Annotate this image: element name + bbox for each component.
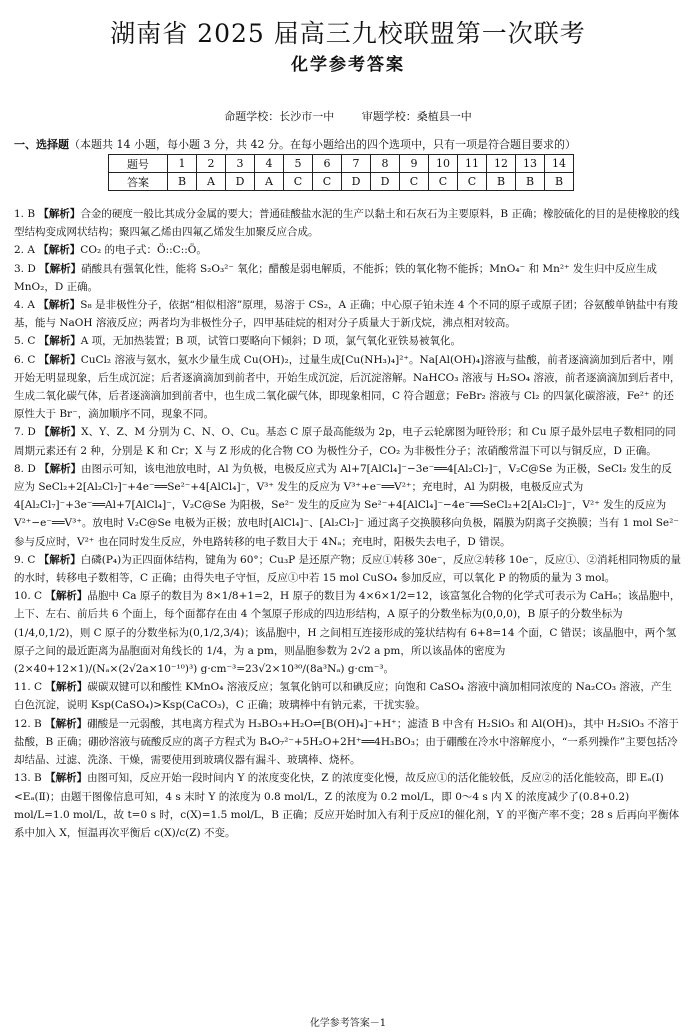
question-answer-id: 2. A <box>14 244 35 257</box>
reviewing-school: 审题学校：桑植县一中 <box>361 110 472 123</box>
answer-cell: C <box>458 173 487 191</box>
analysis-tag: 【解析】 <box>39 462 82 475</box>
answer-cell: D <box>371 173 400 191</box>
question-answer-id: 11. C <box>14 681 43 694</box>
question-number-cell: 5 <box>284 155 313 173</box>
explanation-text: CO₂ 的电子式：Ö::C::Ö。 <box>80 244 207 257</box>
explanation-text: 碳碳双键可以和酸性 KMnO₄ 溶液反应；氢氧化钠可以和碘反应；向饱和 CaSO₄ 溶液中滴加相同浓度的 Na₂CO₃ 溶液，产生白色沉淀，说明 Ksp(CaSO₄)>Ksp(CaCO₃)，C 正确；玻璃棒中有钠元素，干扰实验。 <box>14 681 672 712</box>
question-number-cell: 8 <box>371 155 400 173</box>
answer-table <box>108 154 574 191</box>
answer-cell: D <box>342 173 371 191</box>
question-number-cell: 4 <box>255 155 284 173</box>
answer-cell: C <box>429 173 458 191</box>
question-answer-id: 8. D <box>14 462 36 475</box>
question-answer-id: 10. C <box>14 590 43 603</box>
section-heading <box>14 136 682 152</box>
question-number-cell: 10 <box>429 155 458 173</box>
explanation-item <box>14 332 682 350</box>
question-answer-id: 4. A <box>14 299 35 312</box>
explanation-item <box>14 260 682 296</box>
question-number-cell: 2 <box>197 155 226 173</box>
explanation-text: A 项，无加热装置；B 项，试管口要略向下倾斜；D 项，氯气氧化亚铁易被氧化。 <box>80 335 461 348</box>
question-number-cell: 13 <box>516 155 545 173</box>
row-header: 题号 <box>109 155 168 173</box>
answer-cell: A <box>197 173 226 191</box>
question-answer-id: 6. C <box>14 353 36 366</box>
analysis-tag: 【解析】 <box>38 353 81 366</box>
explanation-item <box>14 551 682 587</box>
explanation-text: 硼酸是一元弱酸，其电离方程式为 H₃BO₃+H₂O⇌[B(OH)₄]⁻+H⁺；滤渣 B 中含有 H₂SiO₃ 和 Al(OH)₃，其中 H₂SiO₃ 不溶于盐酸，B 正确；硼砂溶液与硫酸反应的离子方程式为 B₄O₇²⁻+5H₂O+2H⁺══4H₃BO₃；由于硼酸在冷水中溶解度小，“一系列操作”主要包括冷却结晶、过滤、洗涤、干燥，需要使用到玻璃仪器有漏斗、玻璃棒、烧杯。 <box>14 717 679 767</box>
explanation-item <box>14 205 682 241</box>
explanation-item <box>14 460 682 551</box>
page-subtitle: 化学参考答案 <box>291 55 405 75</box>
explanation-item <box>14 769 682 842</box>
school-credits <box>0 108 696 124</box>
question-number-cell: 12 <box>487 155 516 173</box>
answer-cell: B <box>545 173 574 191</box>
explanation-text: 晶胞中 Ca 原子的数目为 8×1/8+1=2，H 原子的数目为 4×6×1/2=12，该富氢化合物的化学式可表示为 CaH₆；该晶胞中，上下、左右、前后共 6 个面上，每个面都存在由 4 个氢原子形成的四边形结构，A 原子的分数坐标为(0,0,0)，B 原子的分数坐标为(1/4,0,1/2)，则 C 原子的分数坐标为(0,1/2,3/4)；该晶胞中，H 之间相互连接形成的笼状结构有 6+8=14 个面，C 错误；该晶胞中，两个氢原子之间的最近距离为晶胞面对角线长的 1/4，为 a pm，则晶胞参数为 2√2 a pm，所以该晶体的密度为 (2×40+12×1)/(Nₐ×(2√2a×10⁻¹⁰)³) g·cm⁻³=23√2×10³⁰/(8a³Nₐ) g·cm⁻³。 <box>14 590 681 676</box>
answer-cell: D <box>226 173 255 191</box>
section-label: 一、选择题 <box>14 138 69 151</box>
page-title: 湖南省 2025 届高三九校联盟第一次联考 <box>110 19 586 48</box>
answer-row <box>109 173 574 191</box>
question-number-cell: 6 <box>313 155 342 173</box>
analysis-tag: 【解析】 <box>38 553 81 566</box>
analysis-tag: 【解析】 <box>45 772 88 785</box>
question-number-cell: 9 <box>400 155 429 173</box>
explanation-text: S₈ 是非极性分子，依据“相似相溶”原理，易溶于 CS₂，A 正确；中心原子铂未连 4 个不同的原子或原子团；谷氨酸单钠盐中有羧基，能与 NaOH 溶液反应；两者均为非极性分子，四甲基硅烷的相对分子质量大于新戊烷，沸点相对较高。 <box>14 299 678 330</box>
proposing-school: 命题学校：长沙市一中 <box>224 110 335 123</box>
analysis-tag: 【解析】 <box>39 426 82 439</box>
question-answer-id: 5. C <box>14 335 36 348</box>
question-number-cell: 14 <box>545 155 574 173</box>
explanation-text: 白磷(P₄)为正四面体结构，键角为 60°；Cu₃P 是还原产物；反应①转移 30e⁻，反应②转移 10e⁻，反应①、②消耗相同物质的量的水时，转移电子数相等，C 正确；由得失电子守恒，反应①中若 15 mol CuSO₄ 参加反应，可以氧化 P 的物质的量为 3 mol。 <box>14 553 681 585</box>
analysis-tag: 【解析】 <box>39 262 82 275</box>
explanation-text: 合金的硬度一般比其成分金属的要大；普通硅酸盐水泥的生产以黏土和石灰石为主要原料，B 正确；橡胶硫化的目的是使橡胶的线型结构变成网状结构；聚四氟乙烯由四氟乙烯发生加聚反应合成。 <box>14 208 680 239</box>
analysis-tag: 【解析】 <box>45 681 88 694</box>
analysis-tag: 【解析】 <box>38 208 81 220</box>
question-number-cell: 7 <box>342 155 371 173</box>
question-answer-id: 7. D <box>14 426 36 439</box>
question-answer-id: 1. B <box>14 208 36 220</box>
analysis-tag: 【解析】 <box>38 299 81 312</box>
explanation-text: 由图可知，反应开始一段时间内 Y 的浓度变化快，Z 的浓度变化慢，故反应①的活化能较低，反应②的活化能较高，即 Eₐ(Ⅰ)<Eₐ(Ⅱ)；由题干图像信息可知，4 s 末时 Y 的浓度为 0.8 mol/L，Z 的浓度为 0.2 mol/L，即 0～4 s 内 X 的浓度减少了(0.8+0.2) mol/L=1.0 mol/L，故 t=0 s 时，c(X)=1.5 mol/L，B 正确；反应开始时加入有利于反应Ⅰ的催化剂，Y 的平衡产率不变；28 s 后再向平衡体系中加入 X，恒温再次平衡后 c(X)/c(Z) 不变。 <box>14 772 680 839</box>
section-desc: （本题共 14 小题，每小题 3 分，共 42 分。在每小题给出的四个选项中，只有一项是符合题目要求的） <box>69 138 576 151</box>
answer-cell: C <box>284 173 313 191</box>
explanation-text: CuCl₂ 溶液与氨水，氨水少量生成 Cu(OH)₂，过量生成[Cu(NH₃)₄]²⁺。Na[Al(OH)₄]溶液与盐酸，前者逐滴滴加到后者中，刚开始无明显现象，后生成沉淀；后者逐滴滴加到前者中，开始生成沉淀，后沉淀溶解。NaHCO₃ 溶液与 H₂SO₄ 溶液，前者逐滴滴加到后者中，生成二氧化碳气体，后者逐滴滴加到前者中，也生成二氧化碳气体，即现象相同，C 符合题意；FeBr₂ 溶液与 Cl₂ 的四氯化碳溶液，Fe²⁺ 的还原性大于 Br⁻，滴加顺序不同，现象不同。 <box>14 353 681 421</box>
answer-cell: B <box>516 173 545 191</box>
answer-cell: C <box>313 173 342 191</box>
answer-cell: B <box>168 173 197 191</box>
row-header: 答案 <box>109 173 168 191</box>
explanation-item <box>14 423 682 459</box>
answer-cell: C <box>400 173 429 191</box>
explanation-text: X、Y、Z、M 分别为 C、N、O、Cu。基态 C 原子最高能级为 2p，电子云轮廓图为哑铃形；和 Cu 原子最外层电子数相同的同周期元素还有 2 种，分别是 K 和 Cr；X 与 Z 形成的化合物 CO 为极性分子，CO₂ 为非极性分子；浓硝酸常温下可以与铜反应，D 正确。 <box>14 426 676 457</box>
explanation-item <box>14 678 682 714</box>
answer-cell: A <box>255 173 284 191</box>
explanation-text: 硝酸具有强氧化性，能将 S₂O₃²⁻ 氧化；醋酸是弱电解质，不能拆；铁的氧化物不能拆；MnO₄⁻ 和 Mn²⁺ 发生归中反应生成 MnO₂，D 正确。 <box>14 262 657 293</box>
question-number-cell: 3 <box>226 155 255 173</box>
explanation-item <box>14 351 682 424</box>
question-number-row <box>109 155 574 173</box>
analysis-tag: 【解析】 <box>45 717 88 730</box>
page-footer: 化学参考答案－1 <box>309 1018 387 1029</box>
explanations <box>14 205 682 842</box>
question-answer-id: 3. D <box>14 262 36 275</box>
analysis-tag: 【解析】 <box>45 590 88 603</box>
explanation-item <box>14 241 682 259</box>
explanation-item <box>14 715 682 770</box>
question-number-cell: 1 <box>168 155 197 173</box>
explanation-text: 由图示可知，该电池放电时，Al 为负极，电极反应式为 Al+7[AlCl₄]⁻−3e⁻══4[Al₂Cl₇]⁻，V₂C@Se 为正极，SeCl₂ 发生的反应为 SeCl₂+2[Al₂Cl₇]⁻+4e⁻══Se²⁻+4[AlCl₄]⁻，V³⁺ 发生的反应为 V³⁺+e⁻══V²⁺；充电时，Al 为阴极，电极反应式为 4[Al₂Cl₇]⁻+3e⁻══Al+7[AlCl₄]⁻，V₂C@Se 为阳极，Se²⁻ 发生的反应为 Se²⁻+4[AlCl₄]⁻−4e⁻══SeCl₂+2[Al₂Cl₇]⁻，V²⁺ 发生的反应为 V²⁺−e⁻══V³⁺。放电时 V₂C@Se 电极为正极；放电时[AlCl₄]⁻、[Al₂Cl₇]⁻ 通过离子交换膜移向负极，隔膜为阴离子交换膜；当有 1 mol Se²⁻ 参与反应时，V²⁺ 也在同时发生反应，外电路转移的电子数目大于 4Nₐ；充电时，阳极失去电子，D 错误。 <box>14 462 679 548</box>
question-number-cell: 11 <box>458 155 487 173</box>
question-answer-id: 9. C <box>14 553 36 566</box>
explanation-item <box>14 296 682 332</box>
answer-cell: B <box>487 173 516 191</box>
explanation-item <box>14 587 682 678</box>
question-answer-id: 12. B <box>14 717 42 730</box>
analysis-tag: 【解析】 <box>38 244 81 257</box>
question-answer-id: 13. B <box>14 772 42 785</box>
analysis-tag: 【解析】 <box>38 335 81 348</box>
